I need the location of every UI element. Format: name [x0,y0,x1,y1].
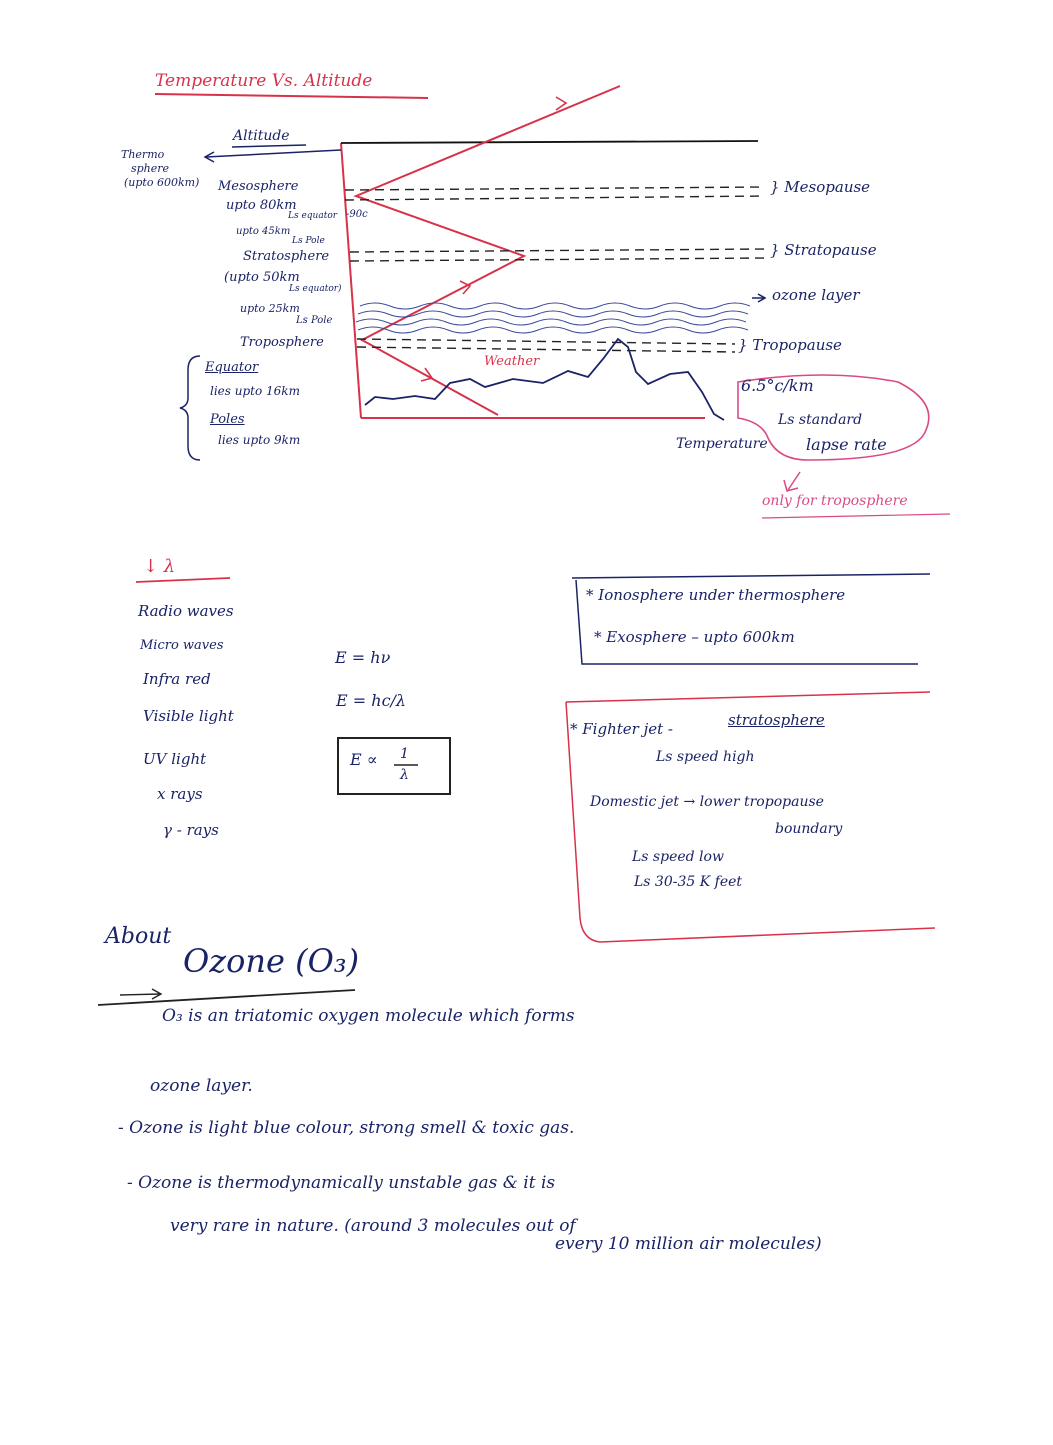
fighter-jet-label: * Fighter jet - [570,720,673,738]
equator-label: Equator [205,360,259,375]
tropopause-label: } Tropopause [738,336,842,354]
temperature-axis-label: Temperature [676,436,768,452]
wave-item-xray: x rays [157,785,203,803]
wavelength-header: ↓ λ [143,556,176,577]
ozone-line-2: ozone layer. [150,1076,253,1096]
ozone-line-1: O₃ is an triatomic oxygen molecule which forms [162,1006,575,1026]
ozone-line-5: very rare in nature. (around 3 molecules out of [170,1216,576,1236]
proportionality-numerator: 1 [400,746,409,762]
mesopause-line [345,187,765,190]
stratosphere-label: Stratosphere [243,249,330,264]
thermosphere-label-2: sphere [131,162,170,175]
strat-pole-extent: upto 25km [240,302,300,315]
ozone-heading-line [98,990,355,1005]
about-label: About [105,924,172,949]
equator-extent: lies upto 16km [210,384,300,398]
poles-label: Poles [210,412,245,427]
page-title: Temperature Vs. Altitude [155,71,373,91]
strat-limit-b: Ls Pole [292,236,325,246]
weather-profile [365,339,724,420]
ozone-layer-label: ozone layer [772,286,860,304]
strat-limit-a: upto 45km [236,226,291,237]
proportionality-left: E ∝ [350,750,378,769]
poles-extent: lies upto 9km [218,433,301,447]
wave-item-visible: Visible light [143,707,234,725]
proportionality-denominator: λ [400,767,409,783]
troposphere-label: Troposphere [240,335,324,350]
brace [180,356,200,460]
thermosphere-boundary [341,141,758,143]
strat-pole-note: Ls Pole [296,315,333,326]
lapse-rate-label: lapse rate [806,435,887,454]
domestic-jet-altitude: Ls 30-35 K feet [634,874,743,890]
stratosphere-extent: (upto 50km [224,270,300,285]
stratosphere-equator-note: Ls equator) [289,284,342,294]
mesosphere-equator-note: Ls equator [288,211,338,221]
ozone-line-3: - Ozone is light blue colour, strong smell & toxic gas. [118,1118,575,1138]
wave-item-gamma: γ - rays [163,821,219,839]
ozone-heading: Ozone (O₃) [183,942,360,980]
weather-label: Weather [484,354,540,369]
box2-border [566,702,935,942]
thermosphere-arrow [206,150,341,157]
mesosphere-extent: upto 80km [226,198,297,213]
wave-item-micro: Micro waves [140,638,224,653]
wave-item-radio: Radio waves [138,602,234,620]
exosphere-note: * Exosphere – upto 600km [594,628,795,646]
thermosphere-label-1: Thermo [121,148,165,161]
box2-top [566,692,930,702]
lapse-rate-value: 6.5°c/km [741,376,814,395]
title-underline [155,94,428,98]
ozone-line-4: - Ozone is thermodynamically unstable gas & it is [127,1173,556,1193]
equation-energy-frequency: E = hν [335,648,391,667]
altitude-label: Altitude [233,128,290,144]
ionosphere-note: * Ionosphere under thermosphere [586,586,846,604]
ozone-layer-band [356,303,750,333]
lapse-rate-scope-note: only for troposphere [762,493,908,509]
box1-top [572,574,930,578]
mesopause-label: } Mesopause [770,178,871,196]
fighter-jet-speed: Ls speed high [656,749,755,765]
equation-energy-wavelength: E = hc/λ [336,691,407,710]
lambda-underline [136,578,230,582]
domestic-jet-label: Domestic jet → lower tropopause [590,794,824,810]
fighter-jet-layer: stratosphere [728,711,825,729]
mesosphere-temp-note: -90c [346,209,368,220]
domestic-jet-speed: Ls speed low [632,849,724,865]
lapse-rate-note: Ls standard [778,412,863,428]
altitude-underline [232,145,306,147]
domestic-jet-boundary: boundary [775,821,843,837]
wave-item-infrared: Infra red [143,670,211,688]
mesosphere-label: Mesosphere [218,179,299,194]
ozone-line-6: every 10 million air molecules) [555,1234,822,1254]
thermosphere-label-3: (upto 600km) [124,176,200,189]
stratopause-label: } Stratopause [770,241,877,259]
stratopause-line [350,249,765,252]
tropopause-line [357,339,735,344]
altitude-axis-line [341,143,361,418]
wave-item-uv: UV light [143,750,207,768]
